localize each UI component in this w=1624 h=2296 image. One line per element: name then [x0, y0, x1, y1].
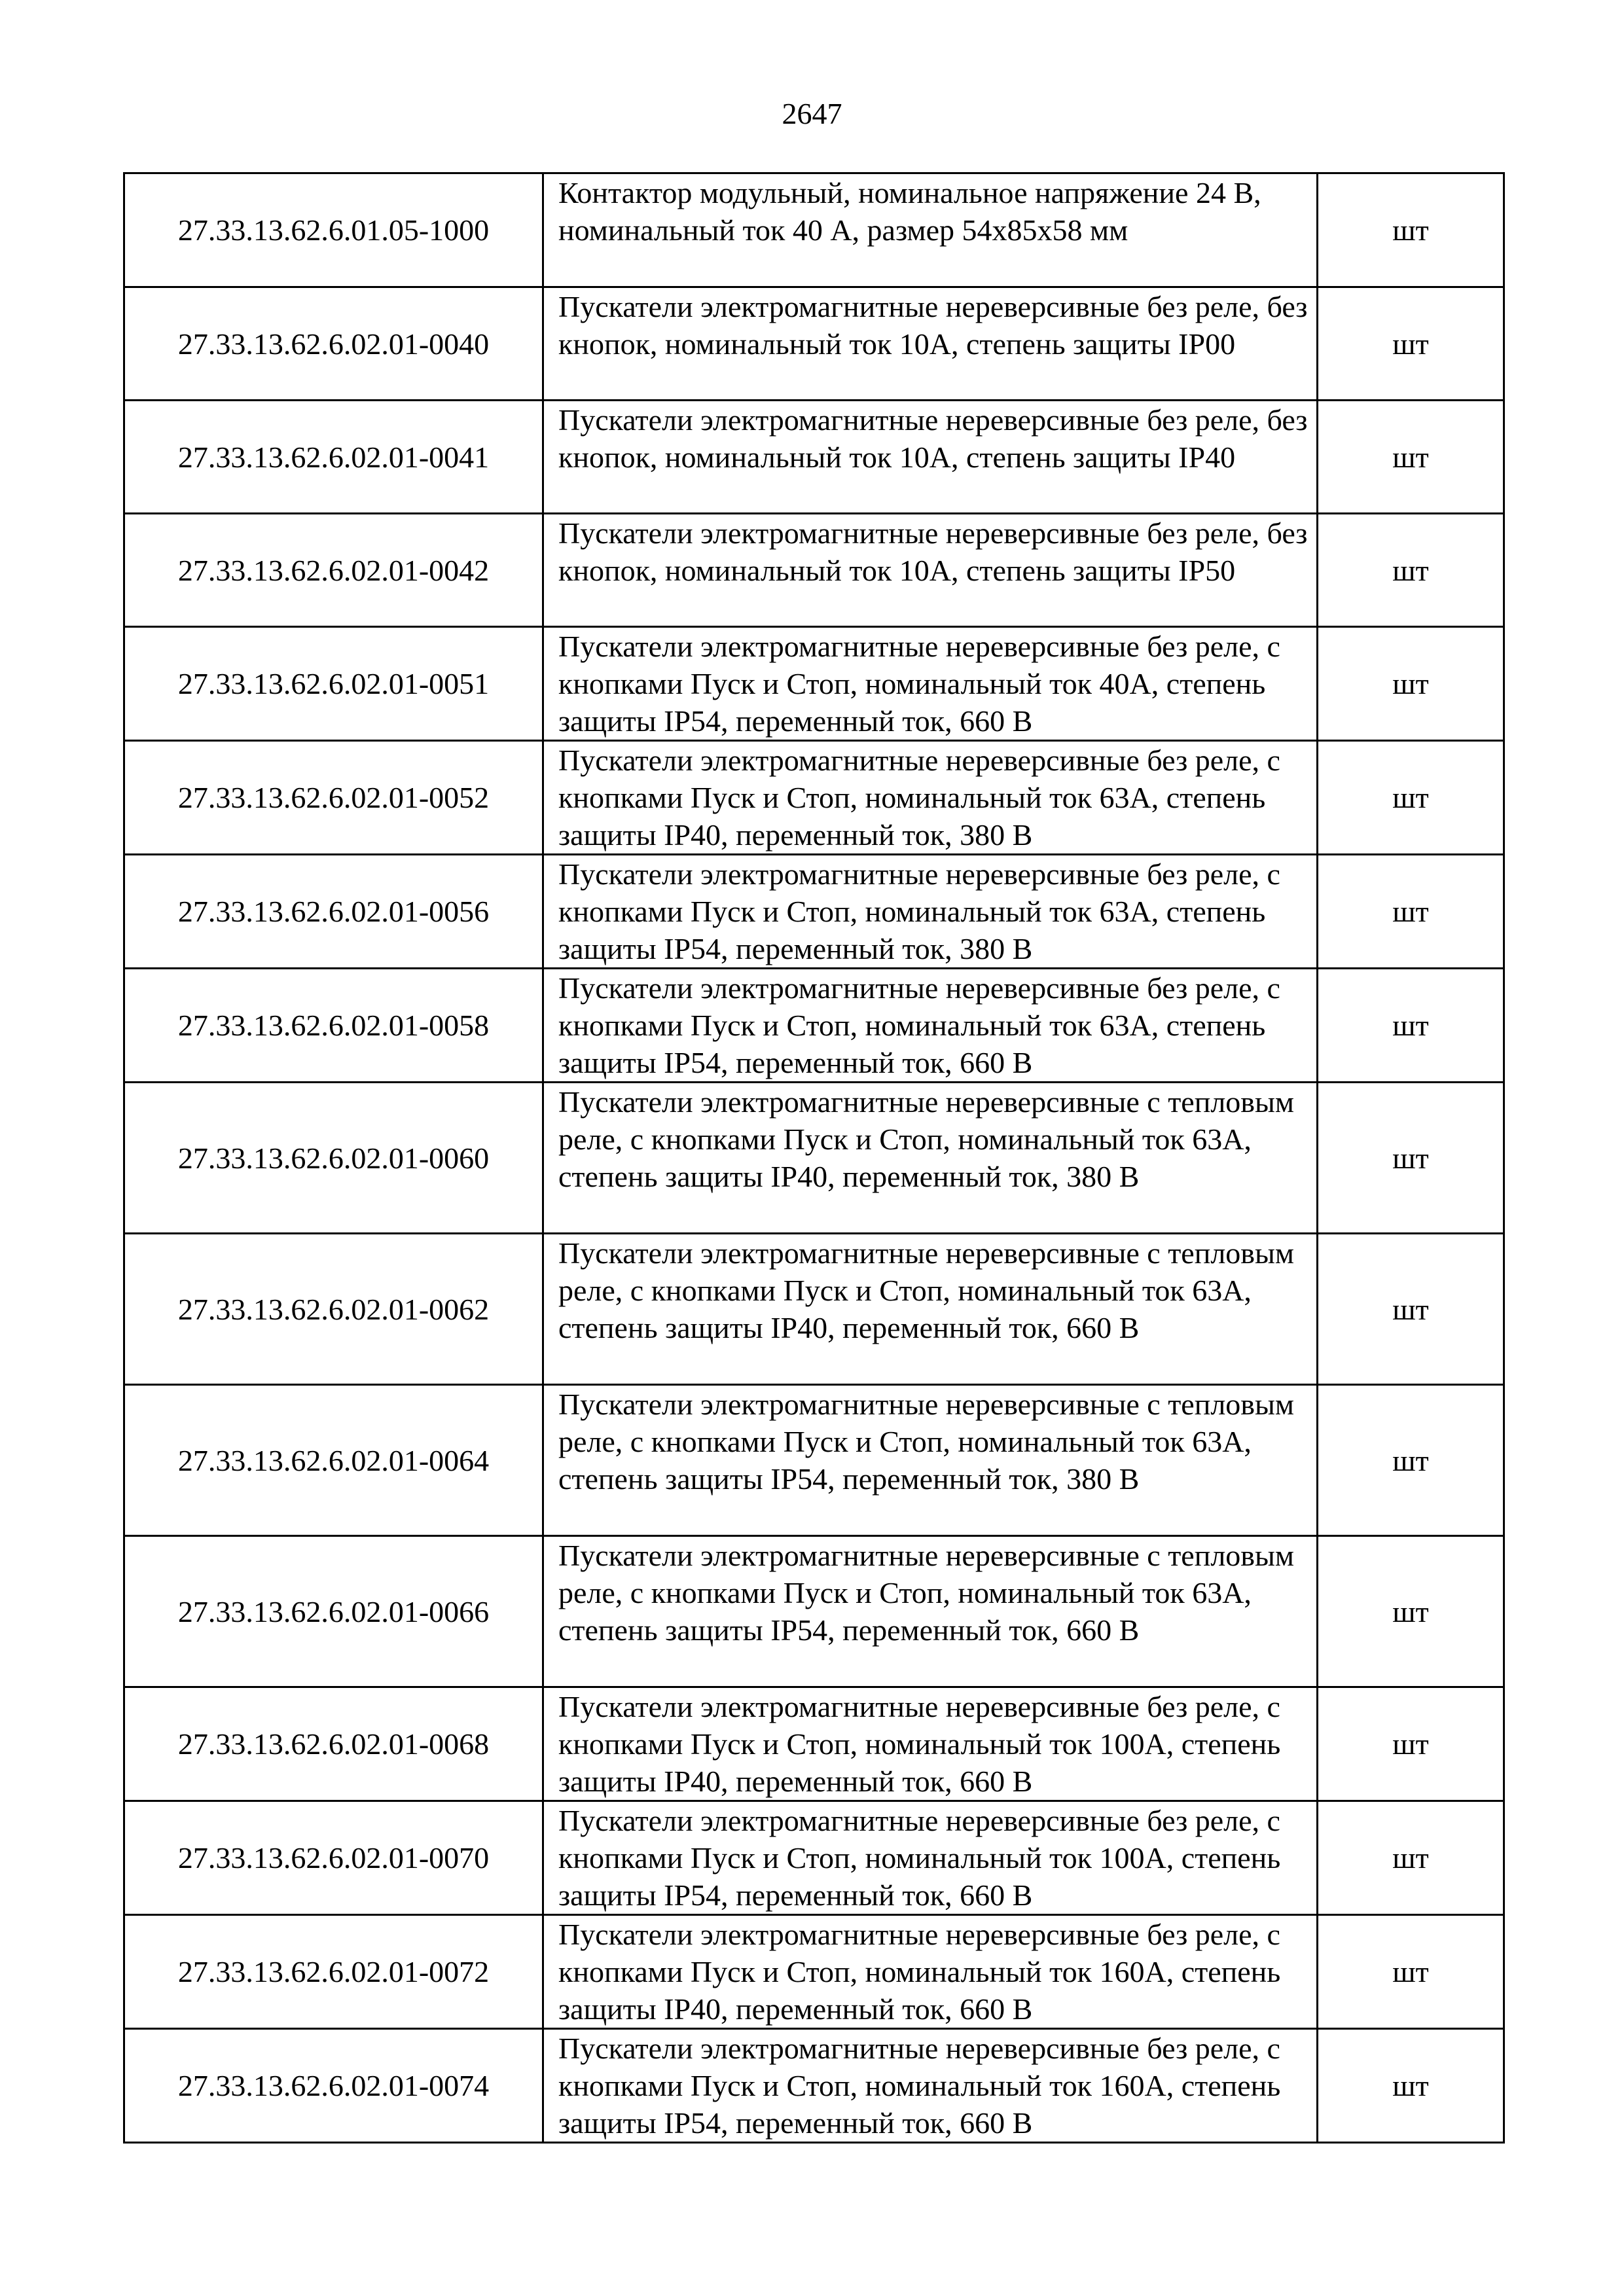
- item-code: 27.33.13.62.6.02.01-0062: [124, 1234, 543, 1385]
- item-description: Пускатели электромагнитные нереверсивные без реле, без кнопок, номинальный ток 10А, степень защиты IP40: [543, 401, 1318, 514]
- table-row: [124, 969, 1504, 1083]
- table-row: [124, 287, 1504, 401]
- table-row: [124, 401, 1504, 514]
- item-description: Пускатели электромагнитные нереверсивные без реле, с кнопками Пуск и Стоп, номинальный ток 63А, степень защиты IP54, переменный ток, 380 В: [543, 855, 1318, 969]
- item-unit: шт: [1318, 1385, 1504, 1536]
- table-row: [124, 855, 1504, 969]
- item-code: 27.33.13.62.6.02.01-0056: [124, 855, 543, 969]
- table-row: [124, 1385, 1504, 1536]
- item-unit: шт: [1318, 173, 1504, 287]
- item-description: Пускатели электромагнитные нереверсивные без реле, с кнопками Пуск и Стоп, номинальный ток 63А, степень защиты IP40, переменный ток, 380 В: [543, 741, 1318, 855]
- table-row: [124, 1083, 1504, 1234]
- item-code: 27.33.13.62.6.02.01-0068: [124, 1687, 543, 1801]
- item-unit: шт: [1318, 1083, 1504, 1234]
- item-unit: шт: [1318, 1801, 1504, 1915]
- table-row: [124, 2029, 1504, 2143]
- table-row: [124, 514, 1504, 627]
- item-unit: шт: [1318, 1915, 1504, 2029]
- item-code: 27.33.13.62.6.02.01-0042: [124, 514, 543, 627]
- item-description: Пускатели электромагнитные нереверсивные без реле, с кнопками Пуск и Стоп, номинальный ток 63А, степень защиты IP54, переменный ток, 660 В: [543, 969, 1318, 1083]
- item-code: 27.33.13.62.6.02.01-0051: [124, 627, 543, 741]
- item-unit: шт: [1318, 627, 1504, 741]
- item-code: 27.33.13.62.6.02.01-0060: [124, 1083, 543, 1234]
- item-description: Пускатели электромагнитные нереверсивные с тепловым реле, с кнопками Пуск и Стоп, номинальный ток 63А, степень защиты IP40, переменный ток, 380 В: [543, 1083, 1318, 1234]
- item-code: 27.33.13.62.6.02.01-0074: [124, 2029, 543, 2143]
- item-code: 27.33.13.62.6.02.01-0041: [124, 401, 543, 514]
- item-description: Контактор модульный, номинальное напряжение 24 В, номинальный ток 40 А, размер 54х85х58 мм: [543, 173, 1318, 287]
- table-row: [124, 1687, 1504, 1801]
- item-unit: шт: [1318, 855, 1504, 969]
- item-code: 27.33.13.62.6.02.01-0052: [124, 741, 543, 855]
- item-code: 27.33.13.62.6.02.01-0064: [124, 1385, 543, 1536]
- item-description: Пускатели электромагнитные нереверсивные с тепловым реле, с кнопками Пуск и Стоп, номинальный ток 63А, степень защиты IP54, переменный ток, 660 В: [543, 1536, 1318, 1687]
- item-code: 27.33.13.62.6.02.01-0070: [124, 1801, 543, 1915]
- item-description: Пускатели электромагнитные нереверсивные без реле, с кнопками Пуск и Стоп, номинальный ток 40А, степень защиты IP54, переменный ток, 660 В: [543, 627, 1318, 741]
- item-code: 27.33.13.62.6.01.05-1000: [124, 173, 543, 287]
- item-unit: шт: [1318, 741, 1504, 855]
- table-row: [124, 627, 1504, 741]
- table-row: [124, 173, 1504, 287]
- item-code: 27.33.13.62.6.02.01-0058: [124, 969, 543, 1083]
- catalog-table: [123, 172, 1505, 2144]
- item-unit: шт: [1318, 2029, 1504, 2143]
- table-row: [124, 1536, 1504, 1687]
- item-unit: шт: [1318, 1536, 1504, 1687]
- item-unit: шт: [1318, 287, 1504, 401]
- item-description: Пускатели электромагнитные нереверсивные без реле, с кнопками Пуск и Стоп, номинальный ток 160А, степень защиты IP54, переменный ток, 660 В: [543, 2029, 1318, 2143]
- item-description: Пускатели электромагнитные нереверсивные без реле, с кнопками Пуск и Стоп, номинальный ток 160А, степень защиты IP40, переменный ток, 660 В: [543, 1915, 1318, 2029]
- item-description: Пускатели электромагнитные нереверсивные с тепловым реле, с кнопками Пуск и Стоп, номинальный ток 63А, степень защиты IP40, переменный ток, 660 В: [543, 1234, 1318, 1385]
- item-code: 27.33.13.62.6.02.01-0066: [124, 1536, 543, 1687]
- item-unit: шт: [1318, 1234, 1504, 1385]
- table-row: [124, 1801, 1504, 1915]
- item-description: Пускатели электромагнитные нереверсивные без реле, без кнопок, номинальный ток 10А, степень защиты IP00: [543, 287, 1318, 401]
- item-unit: шт: [1318, 969, 1504, 1083]
- page-number: 2647: [782, 97, 842, 130]
- item-unit: шт: [1318, 1687, 1504, 1801]
- item-code: 27.33.13.62.6.02.01-0040: [124, 287, 543, 401]
- item-description: Пускатели электромагнитные нереверсивные с тепловым реле, с кнопками Пуск и Стоп, номинальный ток 63А, степень защиты IP54, переменный ток, 380 В: [543, 1385, 1318, 1536]
- item-description: Пускатели электромагнитные нереверсивные без реле, с кнопками Пуск и Стоп, номинальный ток 100А, степень защиты IP54, переменный ток, 660 В: [543, 1801, 1318, 1915]
- item-unit: шт: [1318, 514, 1504, 627]
- item-description: Пускатели электромагнитные нереверсивные без реле, с кнопками Пуск и Стоп, номинальный ток 100А, степень защиты IP40, переменный ток, 660 В: [543, 1687, 1318, 1801]
- item-description: Пускатели электромагнитные нереверсивные без реле, без кнопок, номинальный ток 10А, степень защиты IP50: [543, 514, 1318, 627]
- table-row: [124, 1234, 1504, 1385]
- item-code: 27.33.13.62.6.02.01-0072: [124, 1915, 543, 2029]
- table-row: [124, 741, 1504, 855]
- table-row: [124, 1915, 1504, 2029]
- item-unit: шт: [1318, 401, 1504, 514]
